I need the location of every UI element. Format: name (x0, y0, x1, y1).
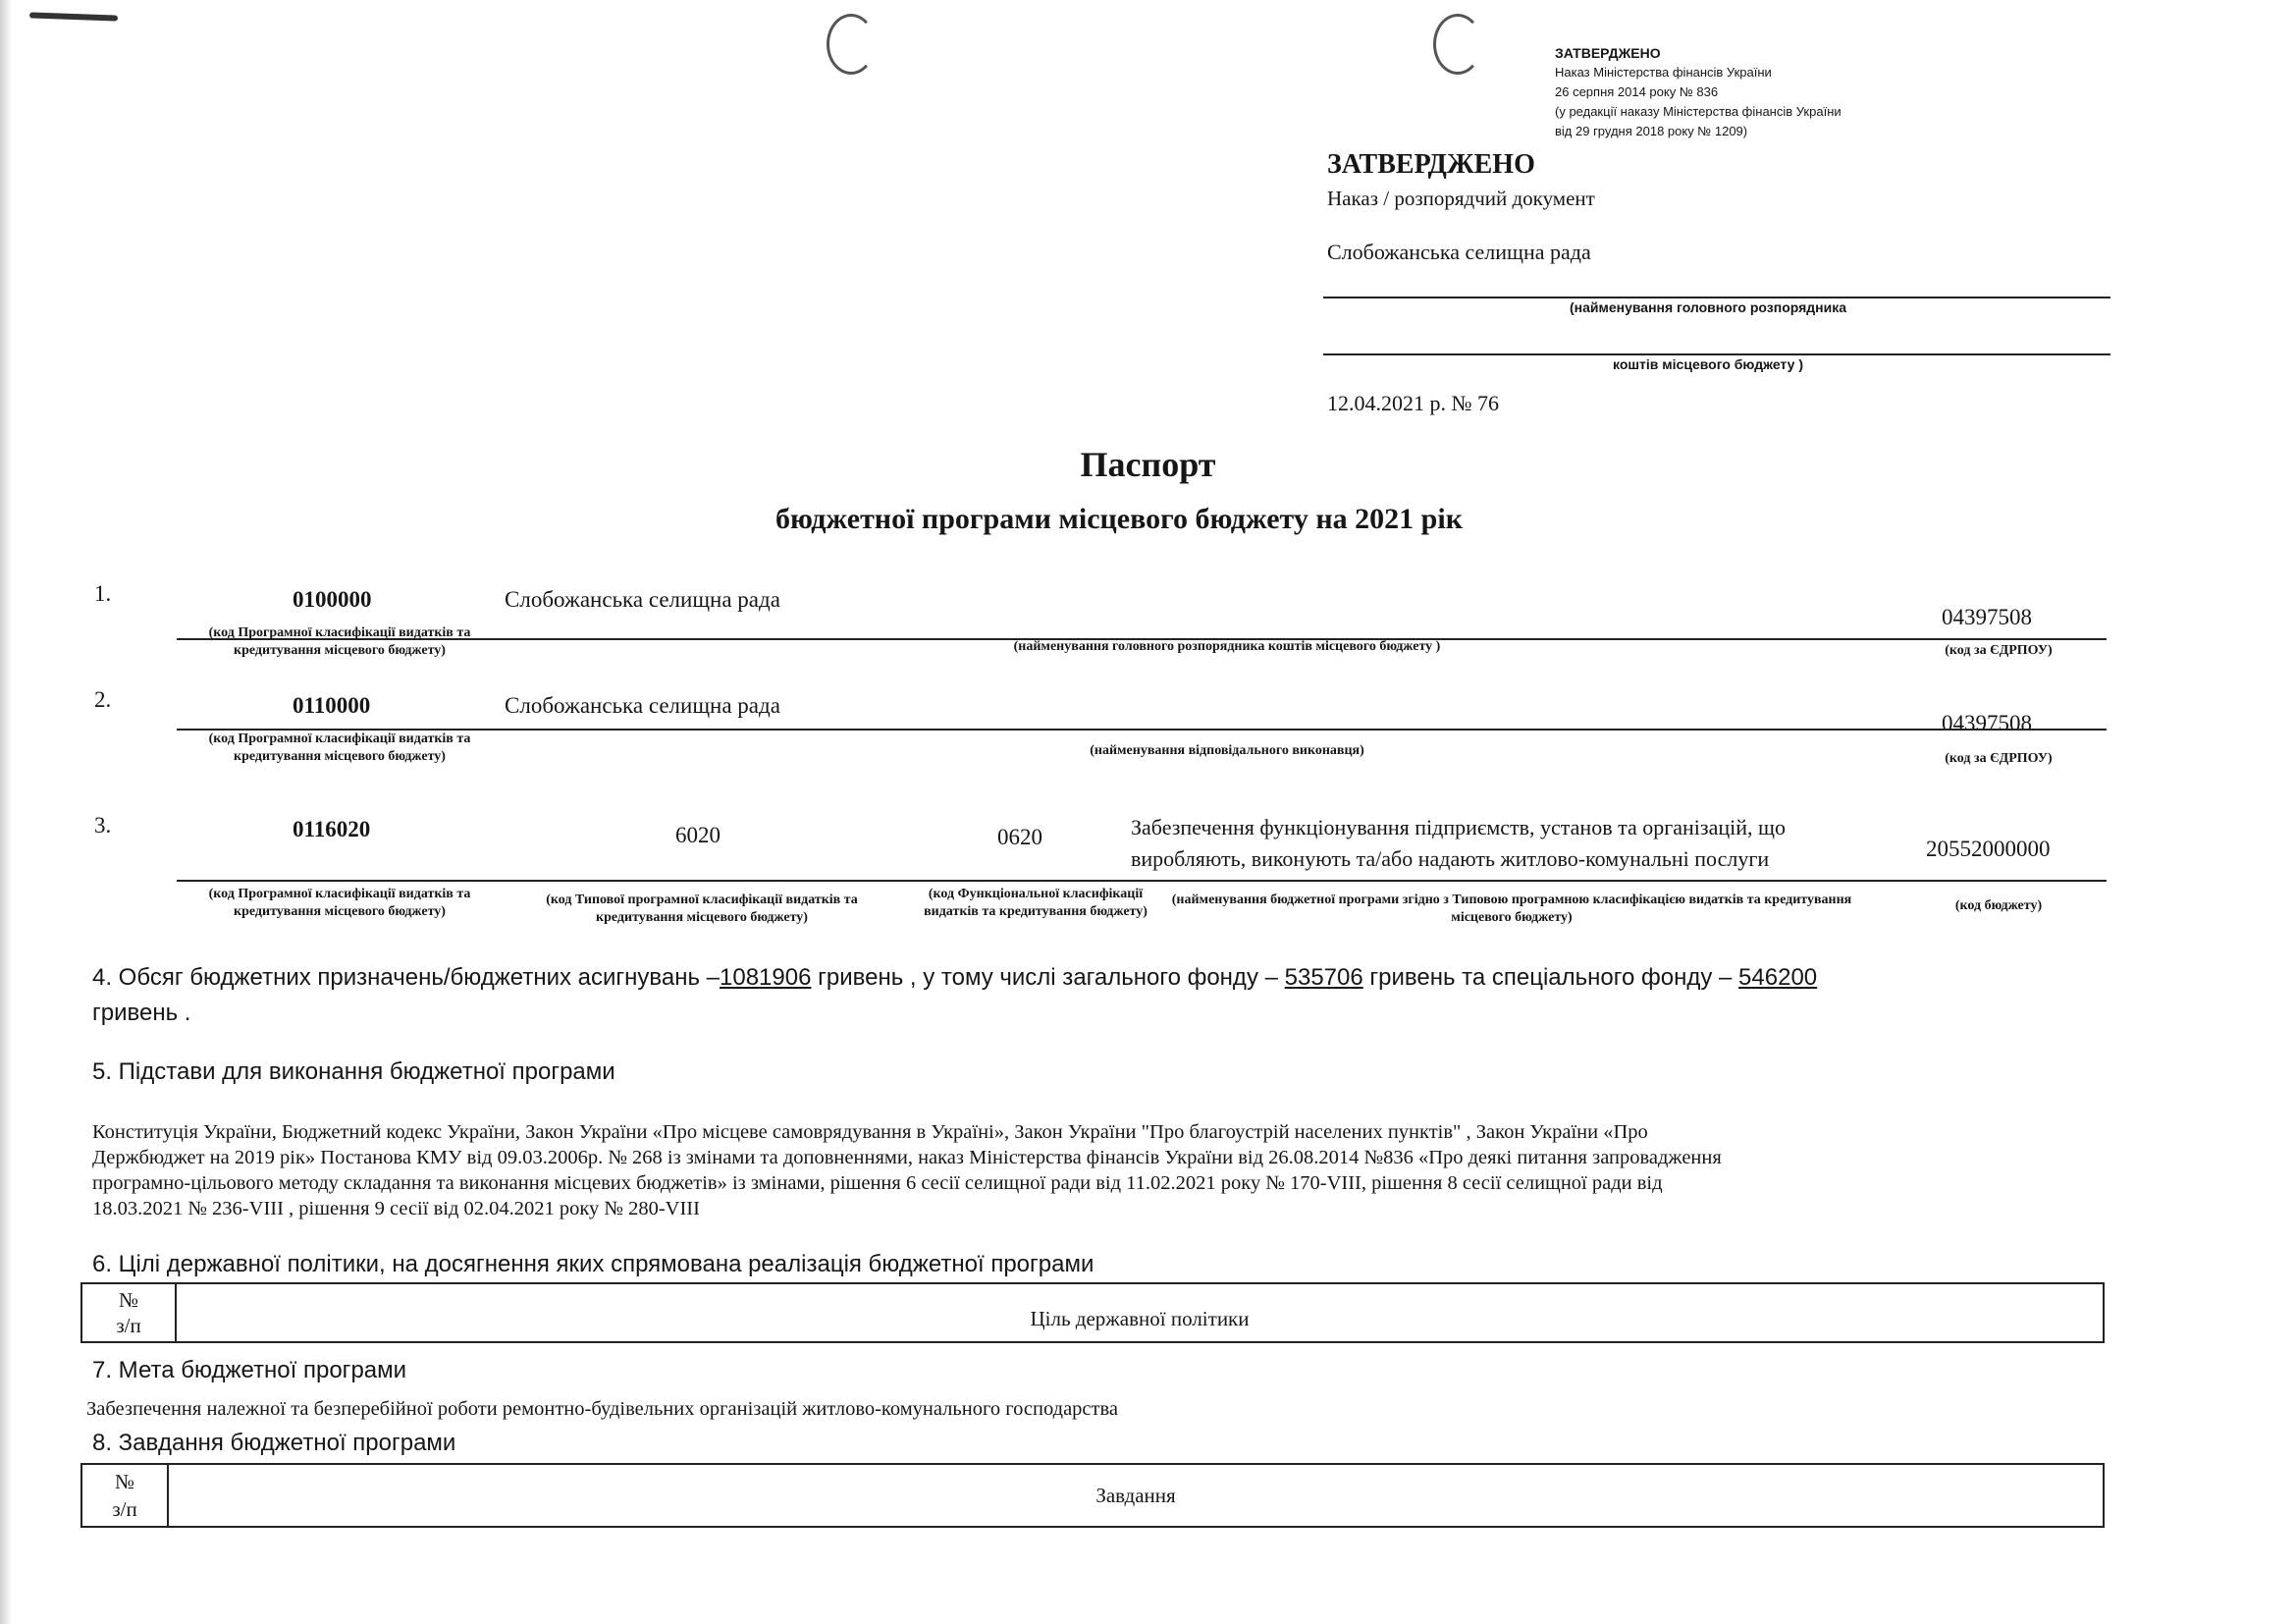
ministry-order-line3: (у редакції наказу Міністерства фінансів України (1555, 104, 1842, 119)
section7-heading: 7. Мета бюджетної програми (92, 1357, 407, 1383)
row2-name: Слобожанська селищна рада (505, 693, 780, 718)
section5-heading: 5. Підстави для виконання бюджетної програми (92, 1058, 615, 1085)
row3-number: 3. (94, 813, 112, 838)
row1-note-edrpou: (код за ЄДРПОУ) (1945, 643, 2053, 658)
ministry-order-line1: Наказ Міністерства фінансів України (1555, 65, 1772, 80)
row3-code: 0116020 (293, 817, 371, 841)
row2-edrpou: 04397508 (1942, 711, 2032, 735)
table-header-row (81, 1464, 2104, 1527)
column-number-header (81, 1283, 176, 1342)
column-number-label-1: № (118, 1288, 139, 1312)
row1-edrpou: 04397508 (1942, 605, 2032, 629)
row1-number: 1. (94, 581, 112, 606)
row3-note-typical: (код Типової програмної класифікації видатків та кредитування місцевого бюджету) (546, 893, 858, 925)
section4-general-fund: 535706 (1284, 964, 1363, 991)
row3-note-name: (найменування бюджетної програми згідно з Типовою програмною класифікацією видатків та кредитування місцевого бюджету) (1171, 893, 1852, 925)
row3-budget-code: 20552000000 (1926, 837, 2051, 861)
row3-note-functional: (код Функціональної класифікації видатків та кредитування бюджету) (924, 887, 1148, 919)
row3-typical-code: 6020 (675, 823, 721, 847)
column-number-label-2: з/п (116, 1314, 141, 1337)
page-title: Паспорт (1080, 445, 1216, 484)
section4-text-d: гривень . (92, 1000, 191, 1026)
section6-goals-table (80, 1282, 2105, 1343)
row3-program-name-line1: Забезпечення функціонування підприємств, установ та організацій, що (1131, 815, 1786, 839)
approval-note-2: коштів місцевого бюджету ) (1613, 356, 1803, 372)
section5-basis-text (92, 1119, 1722, 1221)
row3-underline (177, 880, 2107, 882)
ministry-order-line2: 26 серпня 2014 року № 836 (1555, 84, 1719, 99)
approval-title: ЗАТВЕРДЖЕНО (1327, 149, 1535, 180)
row2-code: 0110000 (293, 693, 371, 718)
row1-note-name: (найменування головного розпорядника коштів місцевого бюджету ) (1013, 639, 1441, 654)
row2-note-edrpou: (код за ЄДРПОУ) (1945, 751, 2053, 766)
section7-goal-text: Забезпечення належної та безперебійної роботи ремонтно-будівельних організацій житлово-комунального господарства (86, 1398, 1118, 1420)
approval-date-number: 12.04.2021 р. № 76 (1327, 391, 1499, 415)
section5-line3: програмно-цільового методу складання та виконання місцевих бюджетів» із змінами, рішення 6 сесії селищної ради від 11.02.2021 року № 170-VIII, рішення 8 сесії селищної ради від (92, 1172, 1663, 1194)
approval-doc-type: Наказ / розпорядчий документ (1327, 187, 1595, 210)
section8-heading: 8. Завдання бюджетної програми (92, 1430, 456, 1456)
approval-org: Слобожанська селищна рада (1327, 240, 1591, 264)
section5-line2: Держбюджет на 2019 рік» Постанова КМУ від 09.03.2006р. № 268 із змінами та доповненнями, наказ Міністерства фінансів України від 26.08.2014 №836 «Про деякі питання запровадження (92, 1147, 1722, 1168)
section5-line1: Конституція України, Бюджетний кодекс України, Закон України «Про місцеве самоврядування в Україні», Закон України "Про благоустрій населених пунктів" , Закон України «Про (92, 1121, 1648, 1143)
row3-note-code: (код Програмної класифікації видатків та кредитування місцевого бюджету) (208, 887, 471, 919)
punch-hole-right (1433, 14, 1482, 75)
section4-budget-volume (92, 960, 2114, 1031)
ministry-approval-title: ЗАТВЕРДЖЕНО (1555, 45, 1661, 61)
approval-note-1: (найменування головного розпорядника (1569, 299, 1847, 315)
row1-name: Слобожанська селищна рада (505, 587, 780, 612)
row2-number: 2. (94, 687, 112, 712)
row3-functional-code: 0620 (997, 825, 1042, 849)
section4-text-c: гривень та спеціального фонду – (1362, 964, 1739, 991)
table-header-row (81, 1283, 2104, 1342)
punch-hole-left (827, 14, 876, 75)
ministry-approval-block (1555, 43, 1842, 141)
staple-mark (29, 12, 118, 21)
page-subtitle: бюджетної програми місцевого бюджету на 2021 рік (775, 503, 1463, 535)
section4-text-b: гривень , у тому числі загального фонду – (811, 964, 1285, 991)
row2-note-code: (код Програмної класифікації видатків та кредитування місцевого бюджету) (208, 731, 471, 764)
section6-heading: 6. Цілі державної політики, на досягнення яких спрямована реалізація бюджетної програми (92, 1251, 1095, 1277)
section8-tasks-table (80, 1463, 2105, 1528)
column-number-header (81, 1464, 168, 1527)
section5-line4: 18.03.2021 № 236-VIII , рішення 9 сесії від 02.04.2021 року № 280-VIII (92, 1198, 700, 1219)
section4-special-fund: 546200 (1738, 964, 1818, 991)
column-task-header: Завдання (168, 1464, 2104, 1527)
binding-edge-shadow (0, 0, 12, 1624)
row1-note-code: (код Програмної класифікації видатків та кредитування місцевого бюджету) (208, 625, 471, 658)
column-goal-header: Ціль державної політики (176, 1283, 2104, 1342)
row3-note-budget: (код бюджету) (1954, 898, 2043, 913)
row2-note-name: (найменування відповідального виконавця) (1090, 743, 1364, 758)
column-number-label-2: з/п (112, 1497, 137, 1521)
section4-text-a: 4. Обсяг бюджетних призначень/бюджетних асигнувань – (92, 964, 721, 991)
section4-total-amount: 1081906 (720, 964, 812, 991)
ministry-order-line4: від 29 грудня 2018 року № 1209) (1555, 124, 1748, 138)
column-number-label-1: № (114, 1470, 135, 1493)
row1-code: 0100000 (293, 587, 372, 612)
row3-program-name-line2: виробляють, виконують та/або надають житлово-комунальні послуги (1131, 846, 1770, 871)
